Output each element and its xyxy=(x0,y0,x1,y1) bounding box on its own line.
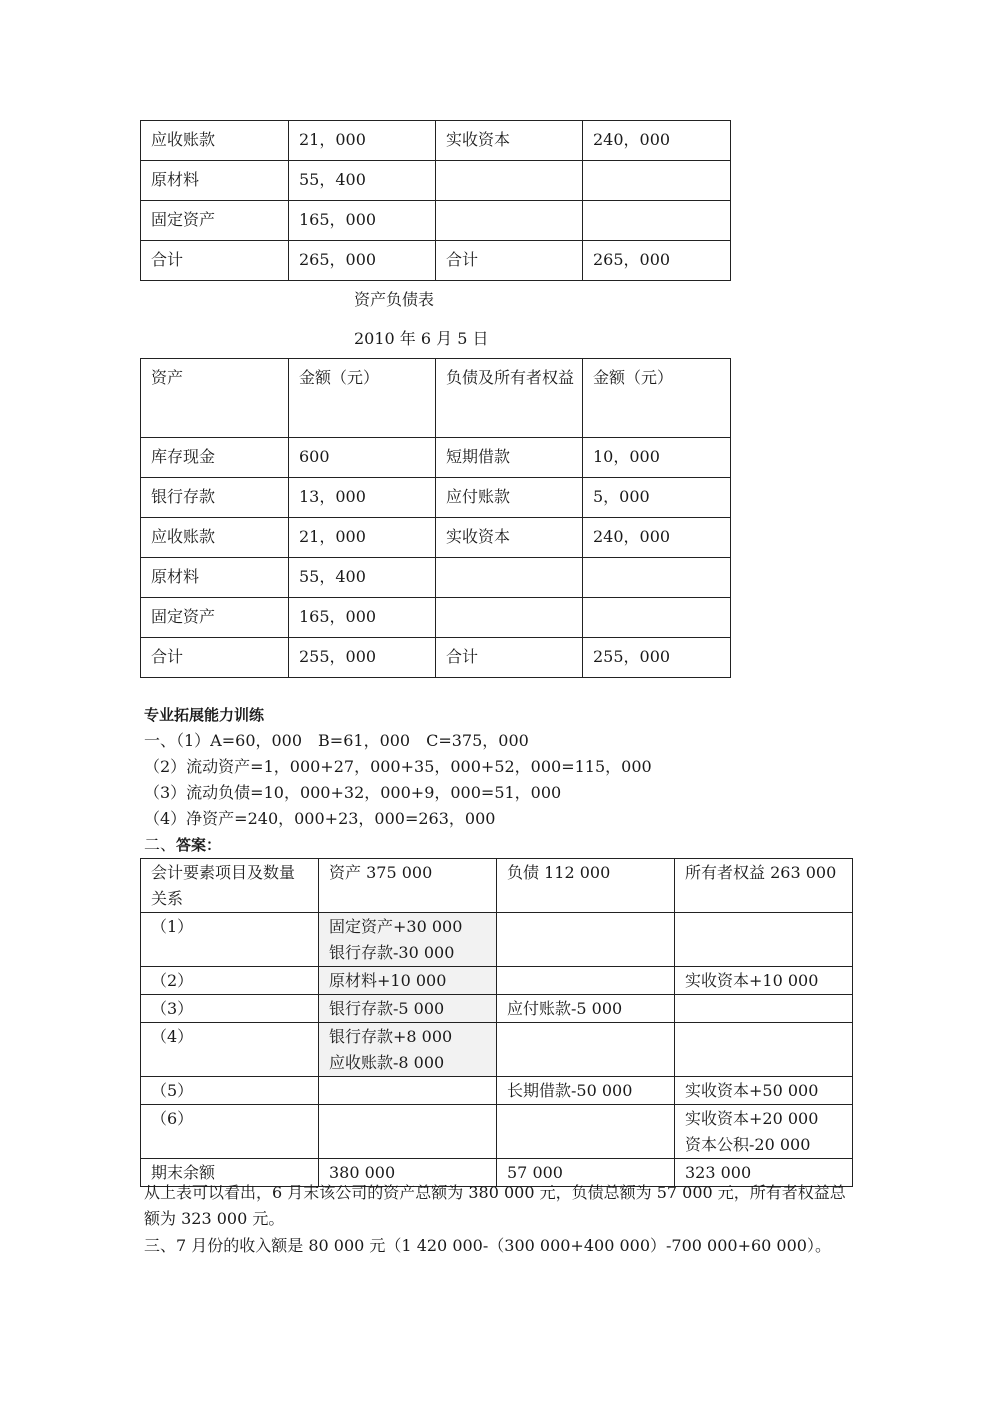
table-cell: 合计 xyxy=(141,241,289,281)
table-cell: 255，000 xyxy=(289,638,436,678)
cell-line: 银行存款-5 000 xyxy=(329,999,445,1018)
asset-cell xyxy=(319,1077,497,1105)
table-cell: 固定资产 xyxy=(141,201,289,241)
table-cell: 短期借款 xyxy=(436,438,583,478)
answer-prefix: 二、 xyxy=(144,835,177,854)
table-header-cell: 负债及所有者权益 xyxy=(436,359,583,438)
asset-cell xyxy=(319,967,497,995)
table-header-cell: 资产 xyxy=(141,359,289,438)
table-header-cell: 金额（元） xyxy=(583,359,731,438)
table-cell: 10，000 xyxy=(583,438,731,478)
answer-line: 一、（1）A=60，000 B=61，000 C=375，000 xyxy=(144,731,529,750)
table-header-cell: 会计要素项目及数量关系 xyxy=(141,859,319,913)
cell-line: 实收资本+10 000 xyxy=(685,971,819,990)
equity-cell xyxy=(675,967,853,995)
table-row xyxy=(141,478,731,518)
table-row xyxy=(141,1077,853,1105)
balance-sheet-title: 资产负债表 xyxy=(354,290,435,309)
table-header-cell: 负债 112 000 xyxy=(497,859,675,913)
answer-label: 答案： xyxy=(176,836,222,854)
part3-paragraph: 三、7 月份的收入额是 80 000 元（1 420 000-（300 000+400 000）-700 000+60 000）。 xyxy=(144,1236,831,1255)
table-cell: 银行存款 xyxy=(141,478,289,518)
cell-line: 应收账款-8 000 xyxy=(329,1053,445,1072)
liability-cell xyxy=(497,995,675,1023)
cell-line: 资本公积-20 000 xyxy=(685,1135,811,1154)
cell-line: 实收资本+20 000 xyxy=(685,1109,819,1128)
table-cell: 165，000 xyxy=(289,201,436,241)
equity-cell xyxy=(675,913,853,967)
table-row xyxy=(141,598,731,638)
table-cell: 21，000 xyxy=(289,121,436,161)
cell-line: 银行存款-30 000 xyxy=(329,943,455,962)
balance-sheet-table xyxy=(140,358,731,678)
cell-line: 银行存款+8 000 xyxy=(329,1027,453,1046)
answer-line: （2）流动资产=1，000+27，000+35，000+52，000=115，000 xyxy=(144,757,652,776)
table-cell: 265，000 xyxy=(583,241,731,281)
row-label: （1） xyxy=(141,913,319,967)
answer-label-line xyxy=(144,833,221,857)
conclusion-paragraph: 从上表可以看出，6 月末该公司的资产总额为 380 000 元，负债总额为 57 000 元，所有者权益总额为 323 000 元。 xyxy=(144,1183,846,1228)
table-footer-cell: 期末余额 xyxy=(141,1159,319,1187)
liability-cell xyxy=(497,967,675,995)
liability-cell xyxy=(497,1023,675,1077)
table-row xyxy=(141,241,731,281)
row-label: （4） xyxy=(141,1023,319,1077)
table-cell: 原材料 xyxy=(141,161,289,201)
row-label: （6） xyxy=(141,1105,319,1159)
answer-line: （3）流动负债=10，000+32，000+9，000=51，000 xyxy=(144,783,562,802)
table-row xyxy=(141,558,731,598)
section-heading: 专业拓展能力训练 xyxy=(144,706,265,724)
table-cell: 库存现金 xyxy=(141,438,289,478)
cell-line: 长期借款-50 000 xyxy=(507,1081,633,1100)
table-row xyxy=(141,967,853,995)
cell-line: 应付账款-5 000 xyxy=(507,999,623,1018)
cell-line: 原材料+10 000 xyxy=(329,971,447,990)
table-cell: 应收账款 xyxy=(141,121,289,161)
asset-cell xyxy=(319,995,497,1023)
table-cell xyxy=(436,201,583,241)
table-cell xyxy=(583,161,731,201)
balance-sheet-date: 2010 年 6 月 5 日 xyxy=(354,329,489,348)
liability-cell xyxy=(497,1105,675,1159)
asset-cell xyxy=(319,913,497,967)
table-cell: 240，000 xyxy=(583,518,731,558)
table-row xyxy=(141,161,731,201)
table-footer-cell: 380 000 xyxy=(319,1159,497,1187)
liability-cell xyxy=(497,1077,675,1105)
table-row xyxy=(141,1023,853,1077)
table-cell: 合计 xyxy=(436,241,583,281)
answer-table xyxy=(140,858,853,1187)
table-cell xyxy=(436,598,583,638)
equity-cell xyxy=(675,995,853,1023)
table-footer-cell: 323 000 xyxy=(675,1159,853,1187)
equity-cell xyxy=(675,1105,853,1159)
table-cell: 合计 xyxy=(436,638,583,678)
table-cell: 原材料 xyxy=(141,558,289,598)
table-header-row xyxy=(141,859,853,913)
table-cell: 13，000 xyxy=(289,478,436,518)
table-row xyxy=(141,121,731,161)
table-cell xyxy=(583,558,731,598)
table-cell: 265，000 xyxy=(289,241,436,281)
table-header-cell: 资产 375 000 xyxy=(319,859,497,913)
table-cell xyxy=(583,598,731,638)
table-cell xyxy=(436,161,583,201)
answer-line: （4）净资产=240，000+23，000=263，000 xyxy=(144,809,496,828)
row-label: （3） xyxy=(141,995,319,1023)
table-cell: 固定资产 xyxy=(141,598,289,638)
asset-cell xyxy=(319,1023,497,1077)
table-header-cell: 金额（元） xyxy=(289,359,436,438)
table-row xyxy=(141,438,731,478)
table-cell: 应付账款 xyxy=(436,478,583,518)
cell-line: 固定资产+30 000 xyxy=(329,917,463,936)
table-row xyxy=(141,201,731,241)
row-label: （2） xyxy=(141,967,319,995)
balance-table-continued xyxy=(140,120,731,281)
table-row xyxy=(141,1105,853,1159)
liability-cell xyxy=(497,913,675,967)
table-cell: 55，400 xyxy=(289,161,436,201)
table-cell: 240，000 xyxy=(583,121,731,161)
table-cell: 600 xyxy=(289,438,436,478)
table-cell: 255，000 xyxy=(583,638,731,678)
table-cell: 应收账款 xyxy=(141,518,289,558)
table-row xyxy=(141,913,853,967)
table-cell: 5，000 xyxy=(583,478,731,518)
table-cell: 165，000 xyxy=(289,598,436,638)
equity-cell xyxy=(675,1023,853,1077)
asset-cell xyxy=(319,1105,497,1159)
table-cell: 实收资本 xyxy=(436,518,583,558)
table-row xyxy=(141,995,853,1023)
table-cell: 合计 xyxy=(141,638,289,678)
table-cell xyxy=(583,201,731,241)
table-footer-cell: 57 000 xyxy=(497,1159,675,1187)
table-row xyxy=(141,638,731,678)
table-cell: 实收资本 xyxy=(436,121,583,161)
equity-cell xyxy=(675,1077,853,1105)
table-header-row xyxy=(141,359,731,438)
cell-line: 实收资本+50 000 xyxy=(685,1081,819,1100)
table-row xyxy=(141,518,731,558)
row-label: （5） xyxy=(141,1077,319,1105)
table-cell xyxy=(436,558,583,598)
table-header-cell: 所有者权益 263 000 xyxy=(675,859,853,913)
table-cell: 21，000 xyxy=(289,518,436,558)
table-cell: 55，400 xyxy=(289,558,436,598)
